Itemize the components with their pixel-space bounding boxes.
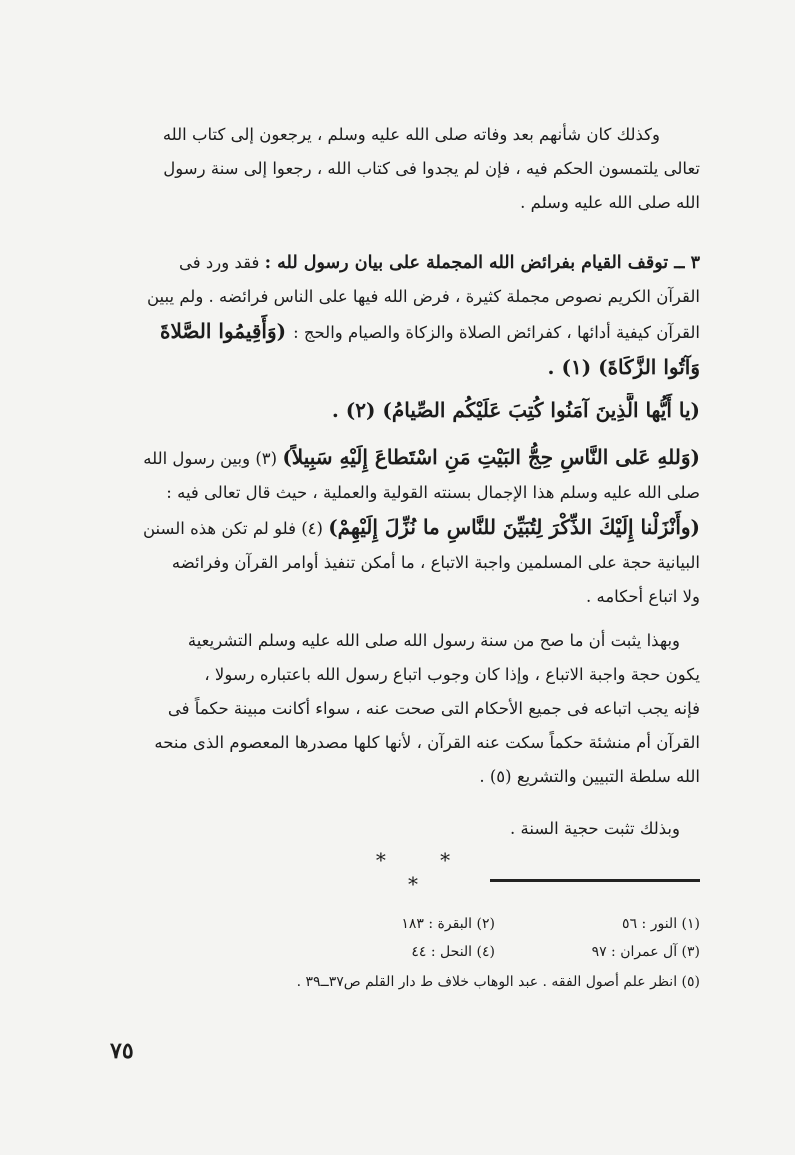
- quran-verse: (وأَنْزَلْنا إِلَيْكَ الذِّكْرَ لِتُبَيِّنَ للنَّاسِ ما نُزِّلَ إِلَيْهِمْ): [328, 515, 700, 539]
- section-separator: * * *: [375, 848, 475, 896]
- footnote-4: (٤) النحل : ٤٤: [411, 944, 495, 960]
- page-number: ٧٥: [110, 1038, 134, 1064]
- paragraph-text: القرآن كيفية أدائها ، كفرائض الصلاة والزكاة والصيام والحج :: [293, 323, 700, 342]
- paragraph-line: يكون حجة واجبة الاتباع ، وإذا كان وجوب اتباع رسول الله باعتباره رسولا ،: [204, 665, 700, 684]
- footnote-rule: [490, 879, 700, 882]
- paragraph-5: [80, 812, 700, 846]
- paragraph-text: (٣) وبين رسول الله: [143, 449, 283, 468]
- paragraph-line: وبذلك تثبت حجية السنة .: [510, 819, 680, 838]
- paragraph-1: [80, 118, 700, 220]
- footnote-3: (٣) آل عمران : ٩٧: [591, 944, 700, 960]
- paragraph-4: [80, 624, 700, 794]
- paragraph-line: فإنه يجب اتباعه فى جميع الأحكام التى صحت عنه ، سواء أكانت مبينة حكماً فى: [167, 699, 700, 718]
- paragraph-text: (٤) فلو لم تكن هذه السنن: [142, 519, 329, 538]
- footnote-1: (١) النور : ٥٦: [622, 916, 700, 932]
- section-heading-rest: فقد ورد فى: [179, 253, 265, 272]
- paragraph-line: وكذلك كان شأنهم بعد وفاته صلى الله عليه وسلم ، يرجعون إلى كتاب الله: [162, 125, 660, 144]
- quran-verse: وَآتُوا الزَّكَاةَ) (١) .: [547, 355, 700, 379]
- paragraph-line: تعالى يلتمسون الحكم فيه ، فإن لم يجدوا فى كتاب الله ، رجعوا إلى سنة رسول: [163, 159, 700, 178]
- quran-verse: (يا أَيُّها الَّذِينَ آمَنُوا كُتِبَ عَلَيْكُم الصِّيامُ) (٢) .: [331, 398, 700, 422]
- paragraph-line: [80, 440, 700, 476]
- paragraph-line: القرآن الكريم نصوص مجملة كثيرة ، فرض الله فيها على الناس فرائضه . ولم يبين: [146, 287, 700, 306]
- paragraph-line: ولا اتباع أحكامه .: [586, 587, 700, 606]
- section-heading: ٣ ــ توقف القيام بفرائض الله المجملة على بيان رسول لله :: [264, 253, 700, 273]
- paragraph-line: صلى الله عليه وسلم هذا الإجمال بسنته القولية والعملية ، حيث قال تعالى فيه :: [166, 483, 700, 502]
- footnote-2: (٢) البقرة : ١٨٣: [401, 916, 495, 932]
- paragraph-line: الله سلطة التبيين والتشريع (٥) .: [479, 767, 700, 786]
- quran-verse: (وَللهِ عَلى النَّاسِ حِجُّ البَيْتِ مَنِ اسْتَطاعَ إِلَيْهِ سَبِيلاً): [282, 445, 700, 469]
- quran-verse: (وَأَقِيمُوا الصَّلاةَ: [160, 319, 294, 343]
- paragraph-line: الله صلى الله عليه وسلم .: [520, 193, 700, 212]
- section-heading-line: [80, 246, 700, 280]
- paragraph-line: وبهذا يثبت أن ما صح من سنة رسول الله صلى الله عليه وسلم التشريعية: [187, 631, 680, 650]
- paragraph-line: [80, 314, 700, 350]
- paragraph-3: [80, 440, 700, 614]
- footnote-5: (٥) انظر علم أصول الفقه . عبد الوهاب خلاف ط دار القلم ص٣٧ــ٣٩ .: [296, 974, 700, 990]
- paragraph-line: البيانية حجة على المسلمين واجبة الاتباع ، ما أمكن تنفيذ أوامر القرآن وفرائضه: [171, 553, 700, 572]
- verse-2-block: [80, 393, 700, 427]
- paragraph-line: [80, 510, 700, 546]
- paragraph-line: القرآن أم منشئة حكماً سكت عنه القرآن ، لأنها كلها مصدرها المعصوم الذى منحه: [154, 733, 700, 752]
- paragraph-2: [80, 246, 700, 384]
